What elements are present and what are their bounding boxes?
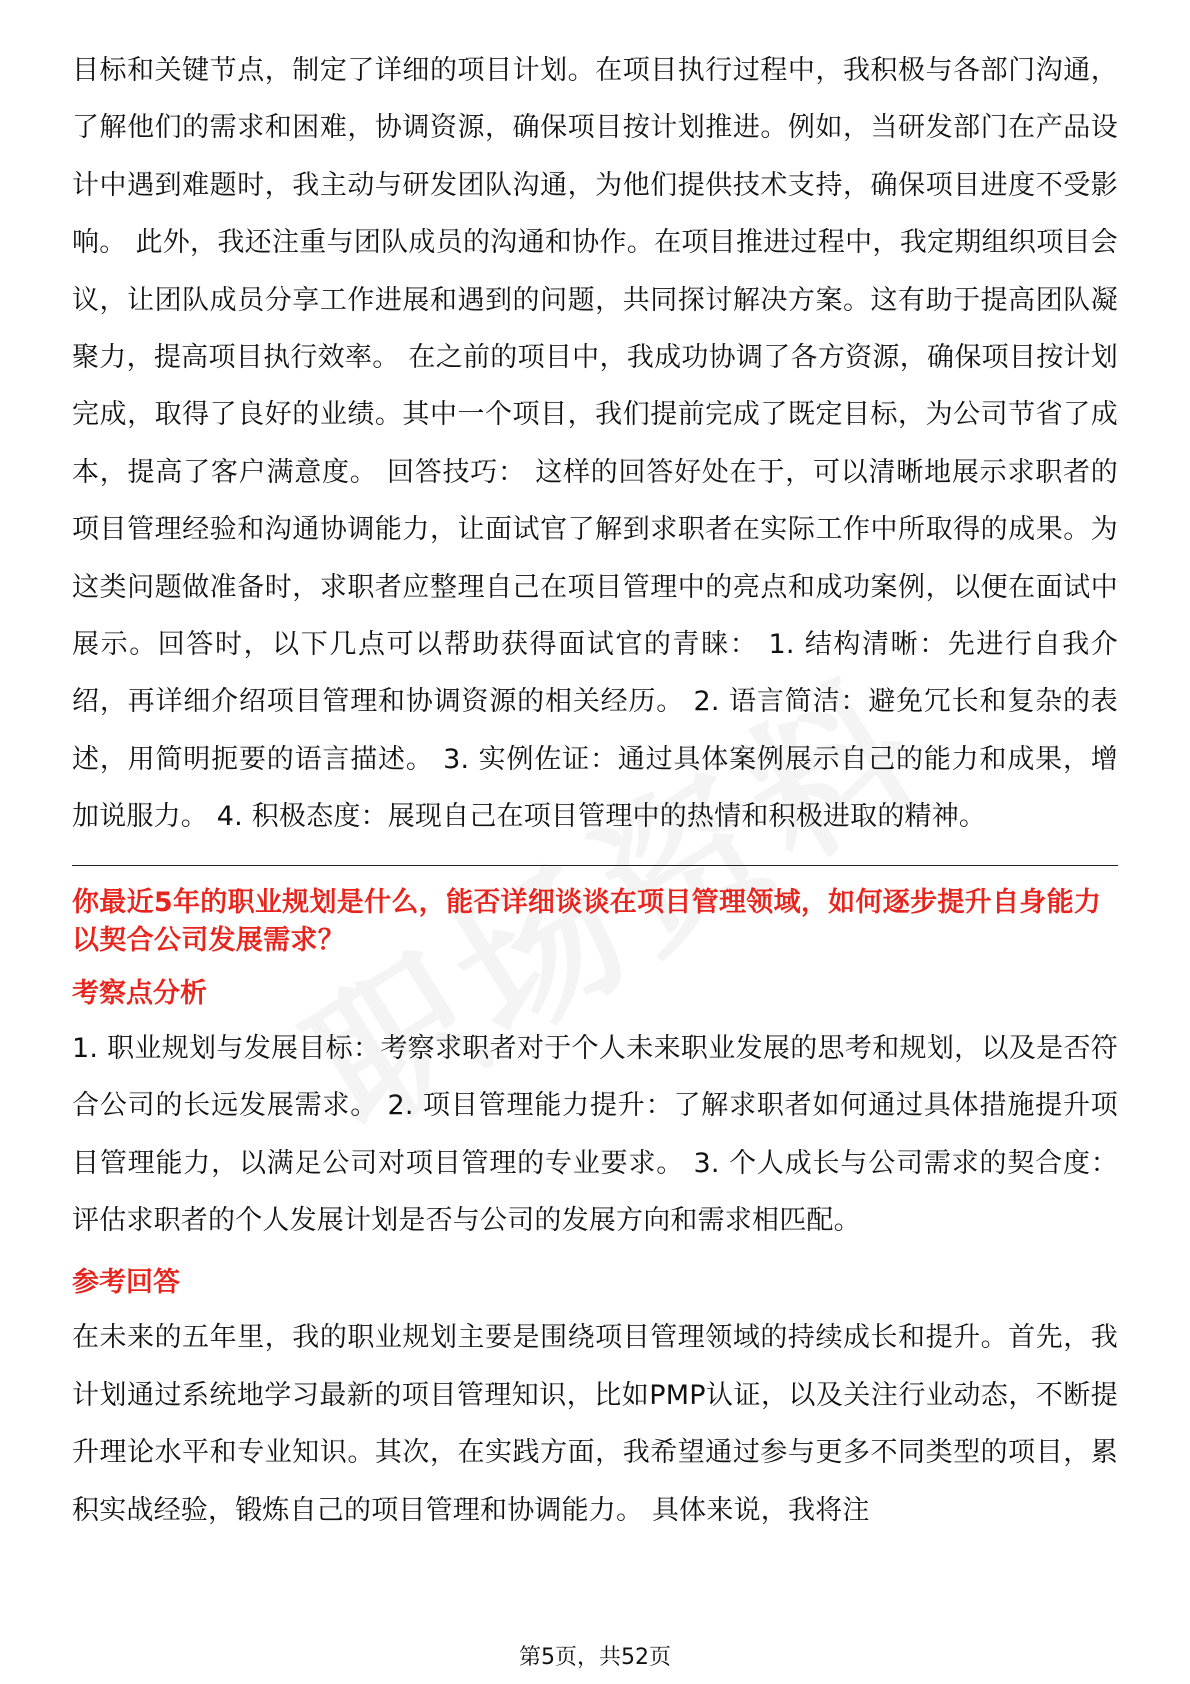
question-title: 你最近5年的职业规划是什么，能否详细谈谈在项目管理领域，如何逐步提升自身能力以契合公司发展需求？ <box>72 886 1102 956</box>
page-content <box>72 42 1118 1539</box>
analysis-heading: 考察点分析 <box>72 977 207 1009</box>
analysis-paragraph: 1. 职业规划与发展目标：考察求职者对于个人未来职业发展的思考和规划，以及是否符合公司的长远发展需求。 2. 项目管理能力提升：了解求职者如何通过具体措施提升项目管理能力，以满足公司对项目管理的专业要求。 3. 个人成长与公司需求的契合度：评估求职者的个人发展计划是否与公司的发展方向和需求相匹配。 <box>72 1032 1118 1236</box>
answer-heading: 参考回答 <box>72 1267 180 1299</box>
answer-paragraph: 在未来的五年里，我的职业规划主要是围绕项目管理领域的持续成长和提升。首先，我计划通过系统地学习最新的项目管理知识，比如PMP认证，以及关注行业动态，不断提升理论水平和专业知识。其次，在实践方面，我希望通过参与更多不同类型的项目，累积实战经验，锻炼自己的项目管理和协调能力。 具体来说，我将注 <box>72 1322 1118 1526</box>
section-divider <box>72 865 1118 866</box>
page-number: 第5页，共52页 <box>519 1645 671 1670</box>
continued-answer-paragraph: 目标和关键节点，制定了详细的项目计划。在项目执行过程中，我积极与各部门沟通，了解他们的需求和困难，协调资源，确保项目按计划推进。例如，当研发部门在产品设计中遇到难题时，我主动与研发团队沟通，为他们提供技术支持，确保项目进度不受影响。 此外，我还注重与团队成员的沟通和协作。在项目推进过程中，我定期组织项目会议，让团队成员分享工作进展和遇到的问题，共同探讨解决方案。这有助于提高团队凝聚力，提高项目执行效率。 在之前的项目中，我成功协调了各方资源，确保项目按计划完成，取得了良好的业绩。其中一个项目，我们提前完成了既定目标，为公司节省了成本，提高了客户满意度。 回答技巧： 这样的回答好处在于，可以清晰地展示求职者的项目管理经验和沟通协调能力，让面试官了解到求职者在实际工作中所取得的成果。为这类问题做准备时，求职者应整理自己在项目管理中的亮点和成功案例，以便在面试中展示。回答时，以下几点可以帮助获得面试官的青睐： 1. 结构清晰：先进行自我介绍，再详细介绍项目管理和协调资源的相关经历。 2. 语言简洁：避免冗长和复杂的表述，用简明扼要的语言描述。 3. 实例佐证：通过具体案例展示自己的能力和成果，增加说服力。 4. 积极态度：展现自己在项目管理中的热情和积极进取的精神。 <box>72 55 1118 833</box>
